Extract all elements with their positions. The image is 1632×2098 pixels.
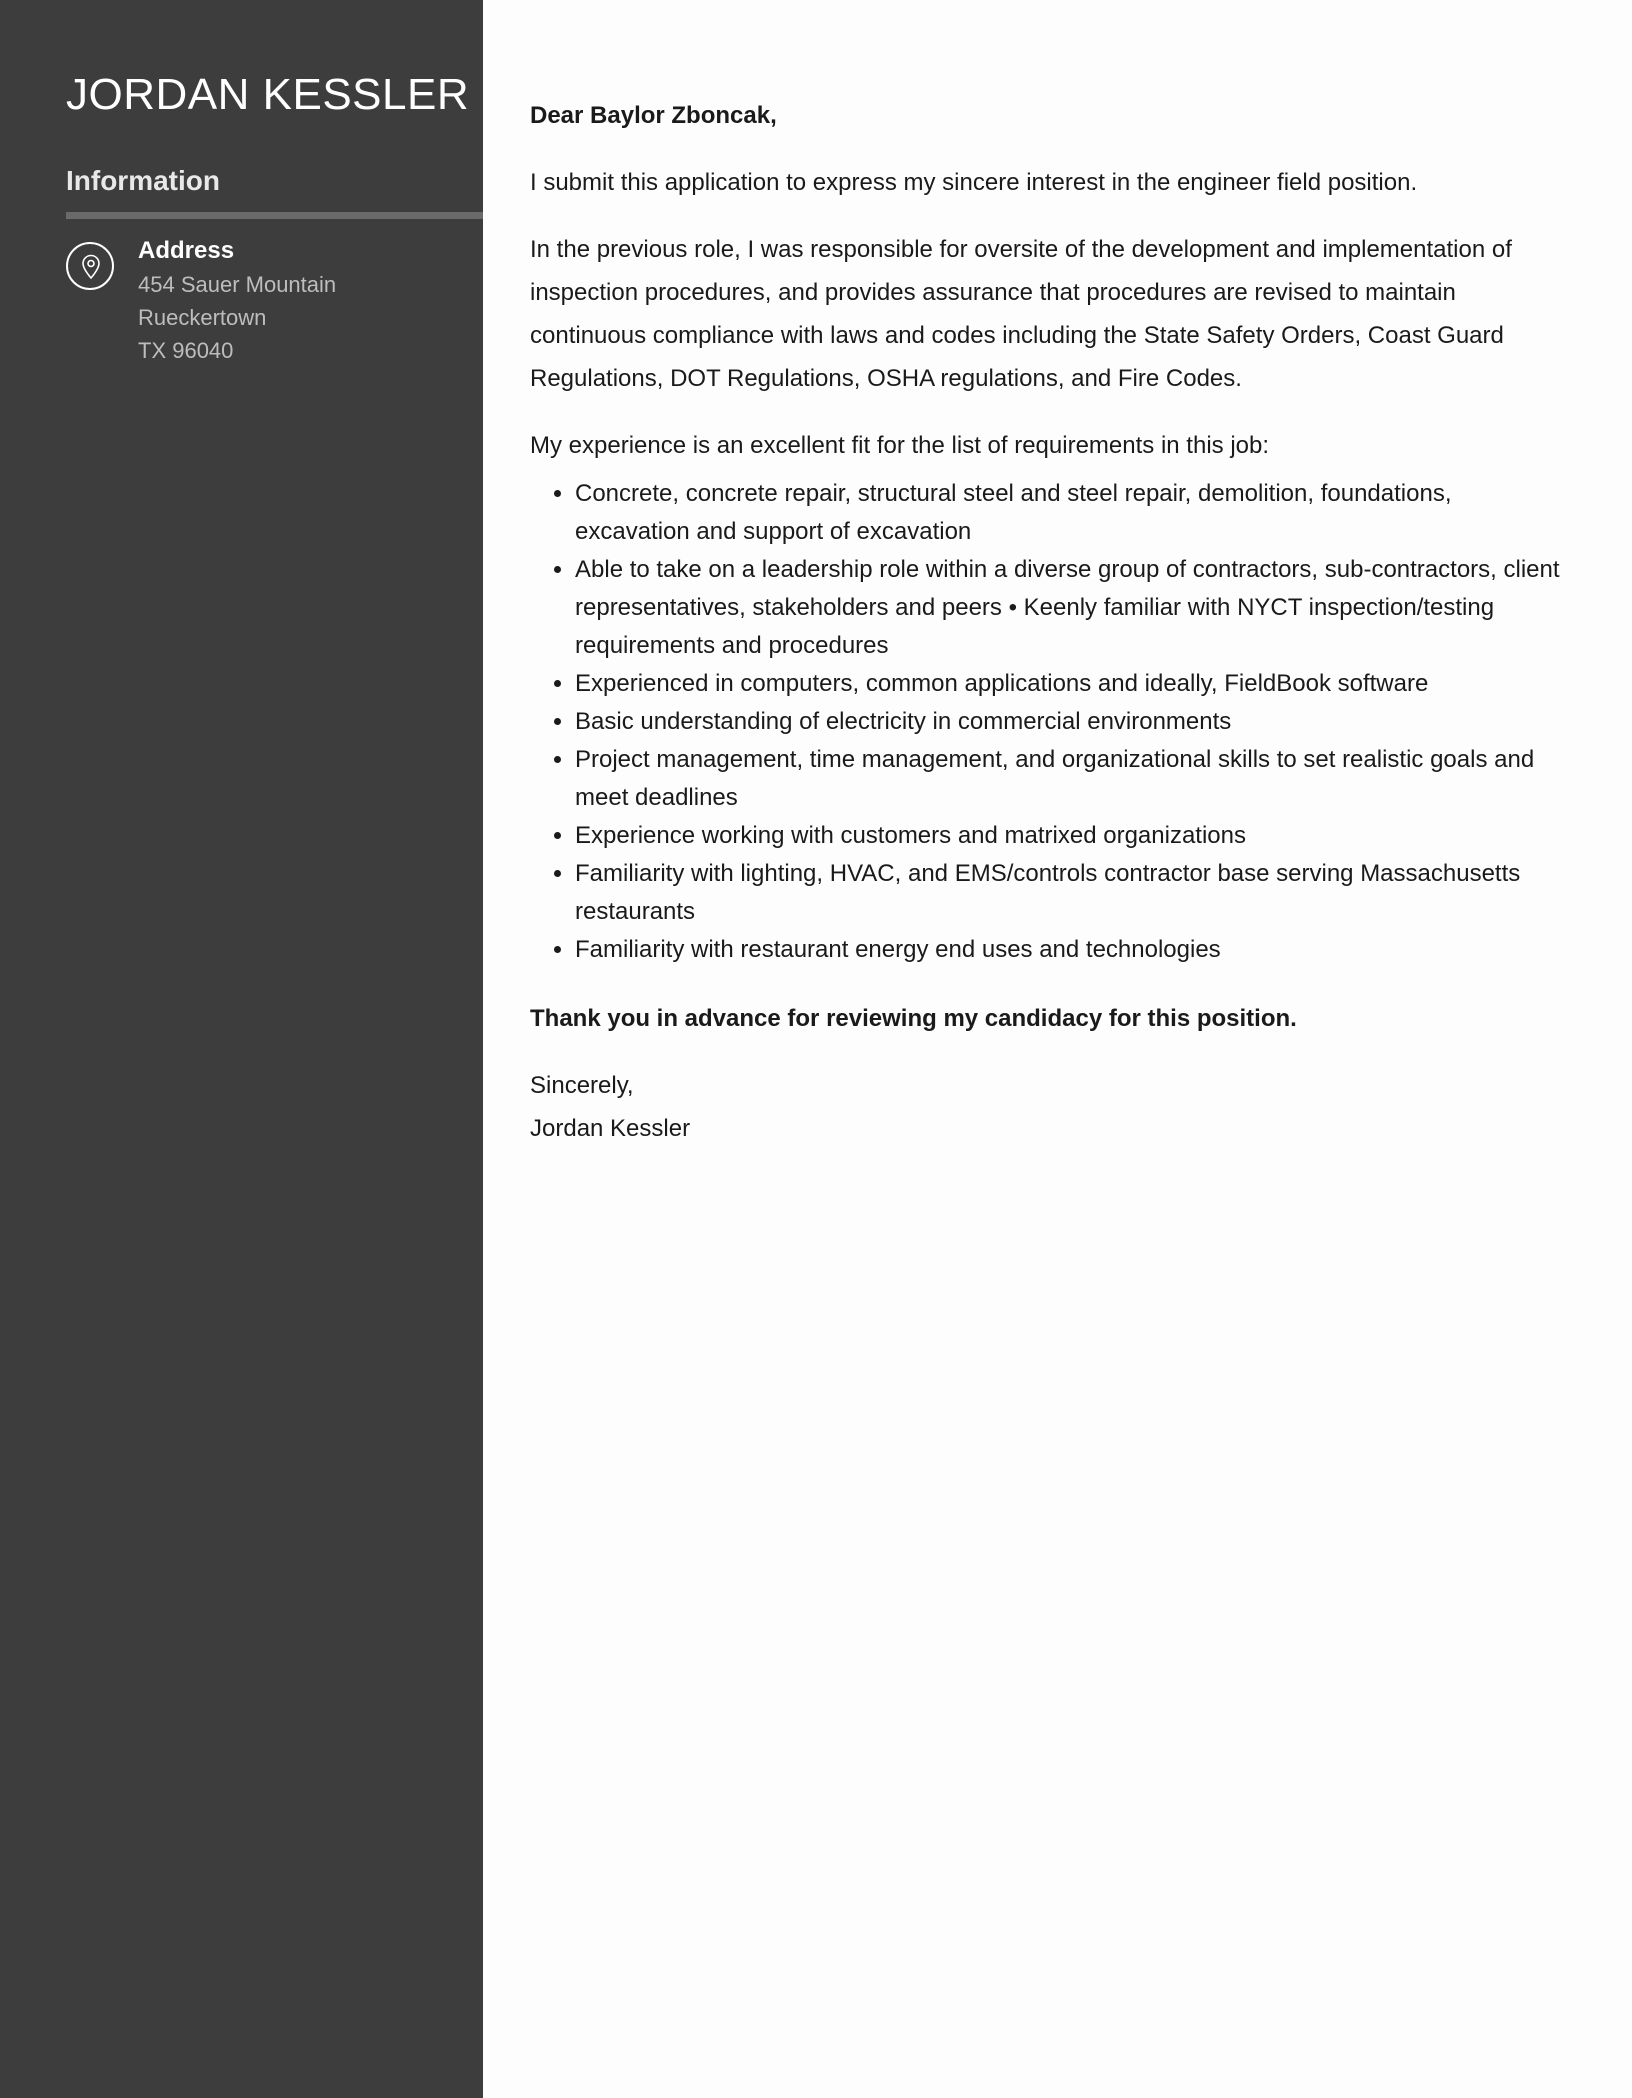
list-item: • Project management, time management, and organizational skills to set realistic goals and meet deadlines [575,741,1570,817]
fit-intro-paragraph: My experience is an excellent fit for the list of requirements in this job: [530,432,1270,459]
section-divider [66,212,483,219]
address-line: 454 Sauer Mountain [138,272,337,297]
salutation: Dear Baylor Zboncak, [530,102,777,129]
letter-body [530,94,1570,1150]
section-title-information: Information [66,165,220,196]
list-item: • Able to take on a leadership role within a diverse group of contractors, sub-contractors, client representatives, stakeholders and peers • Keenly familiar with NYCT inspection/testing requirements and procedures [575,551,1570,665]
closing: Sincerely, [530,1072,634,1099]
list-item: • Experience working with customers and matrixed organizations [575,817,1570,855]
requirements-list [530,475,1570,969]
address-line: Rueckertown [138,305,267,330]
list-item: • Experienced in computers, common applications and ideally, FieldBook software [575,665,1570,703]
signature: Jordan Kessler [530,1115,691,1142]
sidebar [0,0,483,2098]
address-label: Address [138,237,235,264]
list-item: • Familiarity with lighting, HVAC, and EMS/controls contractor base serving Massachusetts restaurants [575,855,1570,931]
candidate-name: JORDAN KESSLER [66,70,470,119]
list-item: • Concrete, concrete repair, structural steel and steel repair, demolition, foundations, excavation and support of excavation [575,475,1570,551]
location-pin-icon [66,242,114,290]
list-item: • Familiarity with restaurant energy end uses and technologies [575,931,1570,969]
intro-paragraph: I submit this application to express my sincere interest in the engineer field position. [530,169,1418,196]
address-line: TX 96040 [138,338,234,363]
list-item: • Basic understanding of electricity in commercial environments [575,703,1570,741]
previous-role-paragraph: In the previous role, I was responsible for oversite of the development and implementation of inspection procedures, and provides assurance that procedures are revised to maintain continuous compliance with laws and codes including the State Safety Orders, Coast Guard Regulations, DOT Regulations, OSHA regulations, and Fire Codes. [530,236,1512,392]
thanks-paragraph: Thank you in advance for reviewing my candidacy for this position. [530,1005,1297,1032]
